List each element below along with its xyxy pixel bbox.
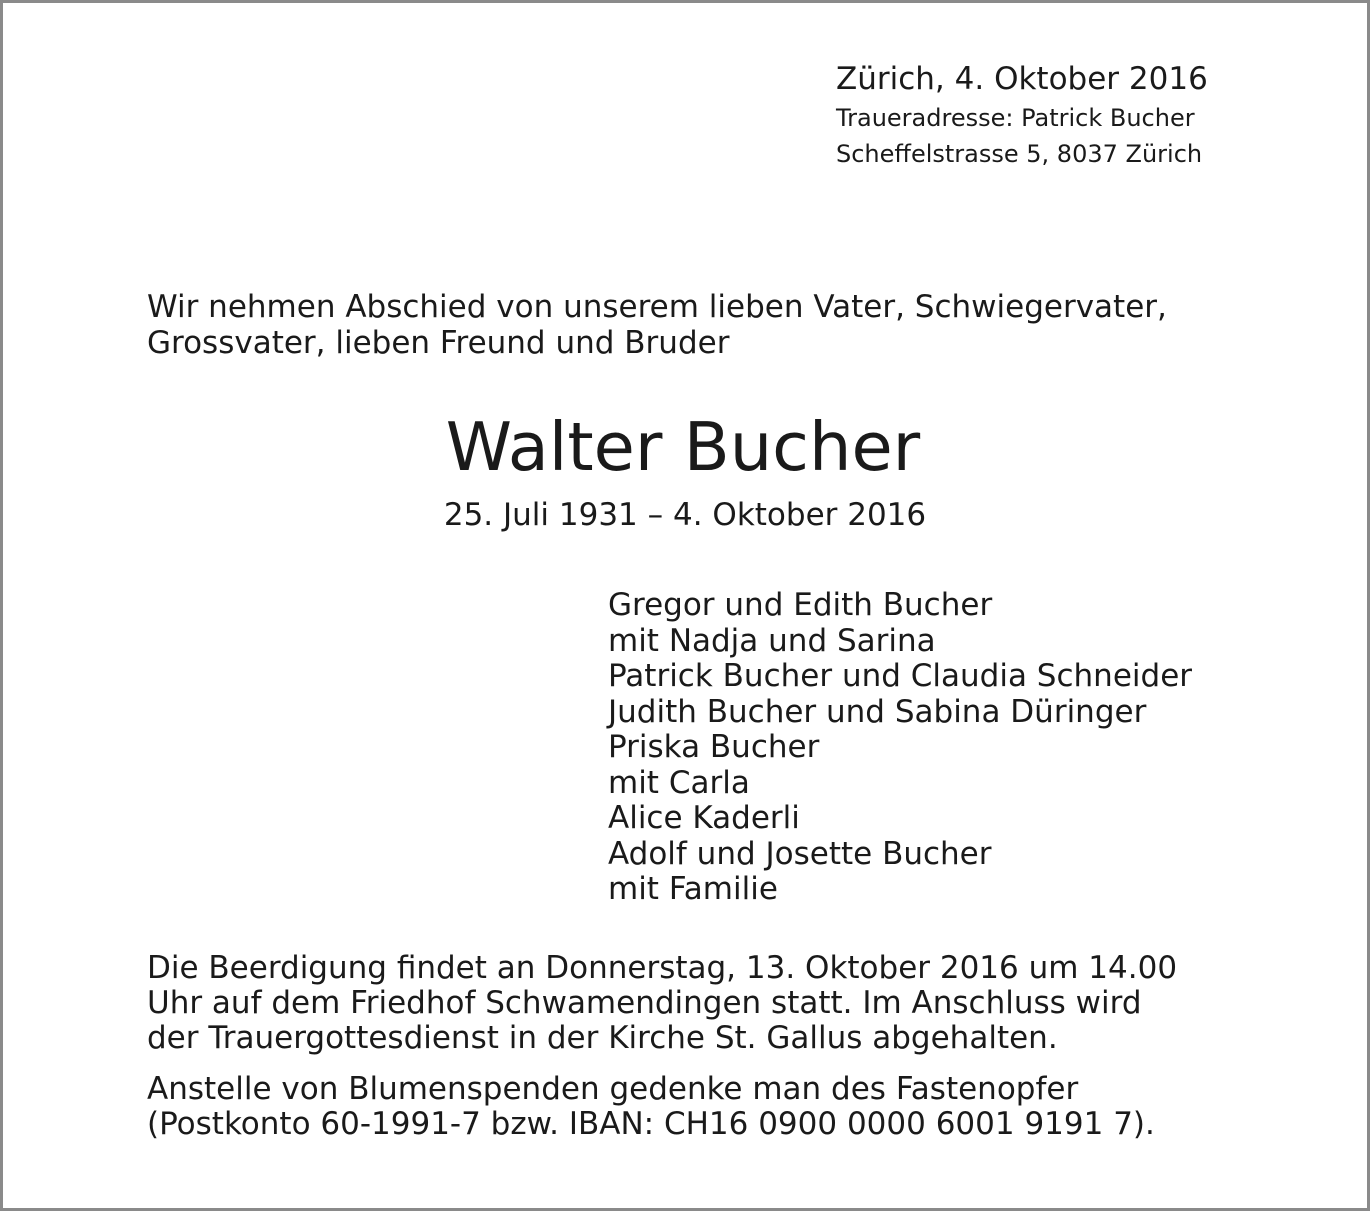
- funeral-info-line: Die Beerdigung findet an Donnerstag, 13. Oktober 2016 um 14.00: [147, 950, 1178, 986]
- mourner-entry: Adolf und Josette Bucher: [608, 835, 992, 872]
- deceased-name: [0, 402, 1370, 492]
- donation-info-line: (Postkonto 60-1991-7 bzw. IBAN: CH16 0900 0000 6001 9191 7).: [147, 1106, 1155, 1142]
- mourner-entry: Patrick Bucher und Claudia Schneider: [608, 658, 1193, 694]
- mourning-address-label: Traueradresse: Patrick Bucher: [836, 104, 1195, 132]
- mourner-entry: mit Familie: [608, 871, 778, 907]
- intro-line: Wir nehmen Abschied von unserem lieben Vater, Schwiegervater,: [147, 289, 1167, 325]
- life-dates: [0, 494, 1370, 536]
- mourner-entry: mit Carla: [608, 764, 750, 801]
- funeral-info: [147, 951, 1247, 1056]
- intro-line: Grossvater, lieben Freund und Bruder: [147, 325, 730, 361]
- donation-info: [147, 1072, 1247, 1142]
- mourner-entry: Judith Bucher und Sabina Düringer: [608, 693, 1147, 730]
- deceased-name-text: Walter Bucher: [445, 408, 921, 486]
- funeral-info-line: Uhr auf dem Friedhof Schwamendingen statt. Im Anschluss wird: [147, 985, 1142, 1021]
- mourner-entry: mit Nadja und Sarina: [608, 622, 936, 659]
- mourners-list: [608, 588, 1308, 908]
- mourning-address-street: Scheffelstrasse 5, 8037 Zürich: [836, 140, 1203, 168]
- funeral-info-line: der Trauergottesdienst in der Kirche St. Gallus abgehalten.: [147, 1020, 1058, 1056]
- donation-info-line: Anstelle von Blumenspenden gedenke man des Fastenopfer: [147, 1071, 1079, 1107]
- mourner-entry: Priska Bucher: [608, 729, 820, 765]
- intro-text: [147, 289, 1247, 361]
- notice-header: [836, 58, 1336, 172]
- mourner-entry: Gregor und Edith Bucher: [608, 587, 993, 623]
- place-date: Zürich, 4. Oktober 2016: [836, 61, 1208, 97]
- life-dates-text: 25. Juli 1931 – 4. Oktober 2016: [443, 497, 927, 533]
- mourner-entry: Alice Kaderli: [608, 800, 800, 836]
